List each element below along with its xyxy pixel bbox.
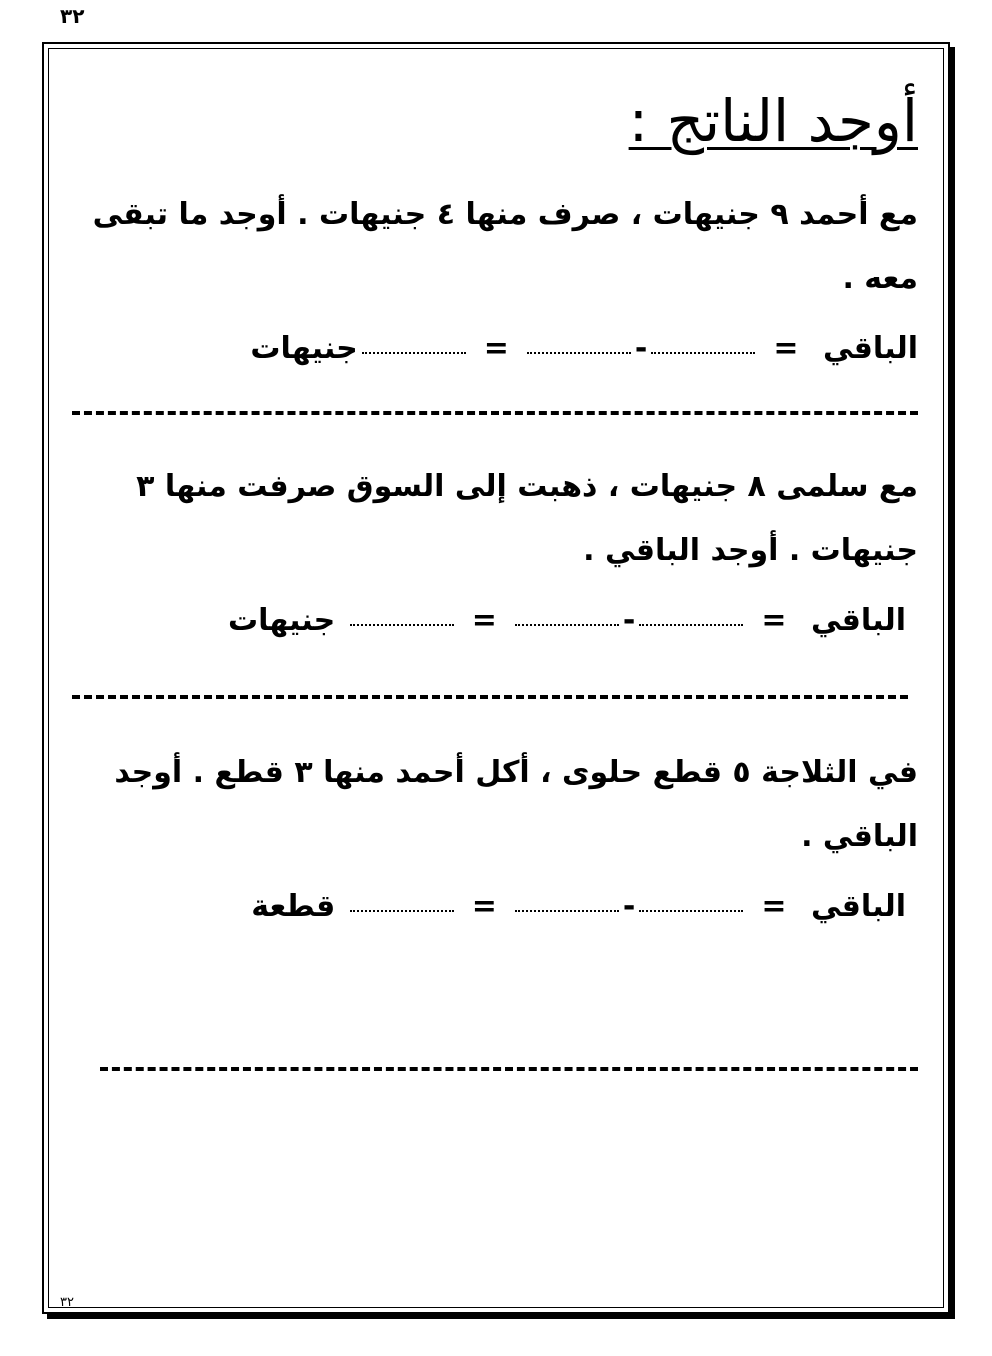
equals-sign: = [773, 331, 799, 367]
answer-label: الباقي [810, 603, 906, 639]
worksheet-frame [42, 42, 950, 1314]
page-number-top: ٣٢ [60, 4, 85, 28]
answer-blank-result[interactable] [362, 351, 466, 354]
answer-blank-second[interactable] [527, 351, 631, 354]
answer-unit: جنيهات [227, 603, 336, 639]
worksheet-content [64, 84, 918, 1071]
problem-2-text: مع سلمى ٨ جنيهات ، ذهبت إلى السوق صرفت منها ٣ جنيهات . أوجد الباقي . [136, 469, 918, 569]
problem-2-answer [64, 591, 906, 651]
worksheet-title: أوجد الناتج : [628, 87, 918, 155]
equals-sign: = [471, 889, 497, 925]
equals-sign: = [761, 889, 787, 925]
answer-label: الباقي [822, 331, 918, 367]
equals-sign: = [761, 603, 787, 639]
equals-sign: = [483, 331, 509, 367]
answer-blank-result[interactable] [350, 909, 454, 912]
equals-sign: = [471, 603, 497, 639]
page-number-bottom: ٣٢ [60, 1295, 74, 1310]
minus-sign: - [622, 889, 636, 925]
section-divider [72, 695, 908, 699]
answer-blank-first[interactable] [639, 623, 743, 626]
answer-blank-result[interactable] [350, 623, 454, 626]
answer-unit: قطعة [251, 889, 336, 925]
problem-1-answer [64, 319, 918, 379]
section-divider [72, 411, 918, 415]
answer-unit: جنيهات [250, 331, 358, 367]
answer-blank-first[interactable] [639, 909, 743, 912]
answer-blank-second[interactable] [515, 909, 619, 912]
answer-blank-first[interactable] [651, 351, 755, 354]
section-divider [100, 1067, 918, 1071]
problem-1-text: مع أحمد ٩ جنيهات ، صرف منها ٤ جنيهات . أوجد ما تبقى معه . [92, 197, 918, 297]
minus-sign: - [622, 603, 636, 639]
problem-3-answer [64, 877, 906, 937]
answer-label: الباقي [810, 889, 906, 925]
minus-sign: - [634, 331, 648, 367]
answer-blank-second[interactable] [515, 623, 619, 626]
problem-3-text: في الثلاجة ٥ قطع حلوى ، أكل أحمد منها ٣ قطع . أوجد الباقي . [114, 755, 918, 855]
